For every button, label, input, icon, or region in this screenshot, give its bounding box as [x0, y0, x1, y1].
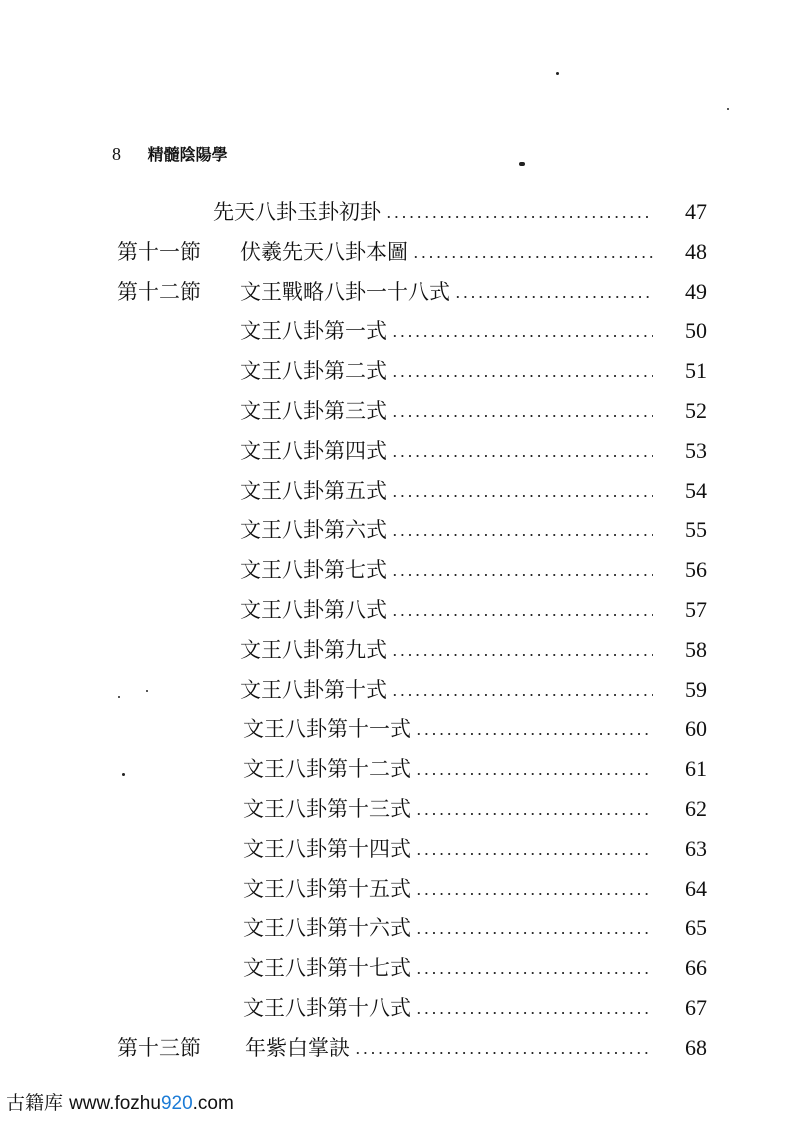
- toc-row: [0, 675, 793, 705]
- toc-page-number: 52: [685, 398, 707, 423]
- toc-row: [0, 515, 793, 545]
- toc-entry: [240, 237, 659, 267]
- toc-entry: [240, 356, 659, 386]
- toc-entry: [240, 555, 659, 585]
- toc-entry: [243, 794, 659, 824]
- toc-entry: [240, 316, 659, 346]
- scan-speck: [556, 72, 559, 75]
- dot-leader: [391, 694, 653, 696]
- toc-row: [0, 714, 793, 744]
- toc-page-number: 61: [685, 756, 707, 782]
- toc-entry-title: 文王八卦第十二式: [243, 757, 411, 782]
- toc-page-number: 48: [685, 238, 707, 264]
- toc-entry-title: 文王八卦第九式: [240, 637, 387, 662]
- toc-page-number: 50: [685, 318, 707, 344]
- toc-page-number: 53: [685, 437, 707, 463]
- toc-entry-title: 年紫白掌訣: [245, 1035, 350, 1060]
- toc-row: [0, 197, 793, 227]
- toc-row: [0, 635, 793, 665]
- toc-page-number: 55: [685, 517, 707, 543]
- footer-label: 古籍库: [6, 1092, 64, 1114]
- toc-row: [0, 356, 793, 386]
- footer-watermark: [6, 1088, 234, 1115]
- dot-leader: [391, 455, 653, 457]
- dot-leader: [385, 216, 653, 218]
- scan-speck: [118, 696, 120, 698]
- scan-speck: [122, 773, 125, 776]
- toc-row: [0, 476, 793, 506]
- toc-page-number: 68: [685, 1034, 707, 1060]
- toc-entry-title: 伏羲先天八卦本圖: [240, 239, 408, 264]
- dot-leader: [415, 972, 653, 974]
- toc-row: [0, 595, 793, 625]
- toc-entry: [213, 197, 659, 227]
- header-book-title: 精髓陰陽學: [147, 145, 228, 164]
- toc-entry: [240, 515, 659, 545]
- toc-entry: [240, 635, 659, 665]
- toc-page-number: 56: [685, 557, 707, 583]
- toc-entry-title: 文王八卦第十六式: [243, 916, 411, 941]
- toc-entry: [240, 595, 659, 625]
- toc-entry-title: 文王八卦第七式: [240, 558, 387, 583]
- toc-row: [0, 316, 793, 346]
- toc-entry-title: 文王八卦第八式: [240, 598, 387, 622]
- toc-row: [0, 913, 793, 943]
- toc-entry: [243, 754, 659, 784]
- dot-leader: [412, 256, 653, 258]
- dot-leader: [391, 375, 653, 377]
- toc-entry-title: 文王八卦第十八式: [243, 996, 411, 1020]
- toc-page-number: 66: [685, 955, 707, 981]
- dot-leader: [415, 773, 653, 775]
- toc-page-number: 62: [685, 796, 707, 821]
- scan-speck: [146, 690, 148, 692]
- dot-leader: [454, 296, 653, 298]
- dot-leader: [415, 853, 653, 855]
- scan-speck: [519, 162, 525, 166]
- toc-row: [0, 794, 793, 824]
- toc-page-number: 54: [685, 477, 707, 503]
- toc-page-number: 51: [685, 358, 707, 384]
- dot-leader: [391, 335, 653, 337]
- toc-entry-title: 文王八卦第十三式: [243, 797, 411, 821]
- toc-entry: [243, 834, 659, 864]
- dot-leader: [415, 1012, 653, 1014]
- toc-page-number: 58: [685, 636, 707, 662]
- toc-entry-title: 文王八卦第三式: [240, 399, 387, 423]
- toc-entry-title: 文王八卦第二式: [240, 359, 387, 384]
- scan-speck: [727, 108, 729, 110]
- toc-entry: [243, 993, 659, 1023]
- toc-entry-title: 文王戰略八卦一十八式: [240, 279, 450, 304]
- toc-row: [0, 277, 793, 307]
- toc-entry: [243, 714, 659, 744]
- toc-section-number: 第十三節: [117, 1035, 201, 1060]
- toc-entry-title: 文王八卦第六式: [240, 518, 387, 543]
- dot-leader: [415, 733, 653, 735]
- toc-page-number: 64: [685, 875, 707, 901]
- toc-page-number: 67: [685, 995, 707, 1020]
- dot-leader: [391, 534, 653, 536]
- toc-page-number: 57: [685, 597, 707, 622]
- toc-entry-title: 文王八卦第十一式: [243, 717, 411, 742]
- toc-row: [0, 555, 793, 585]
- toc-entry: [240, 675, 659, 705]
- toc-entry-title: 文王八卦第十七式: [243, 956, 411, 981]
- toc-page-number: 65: [685, 915, 707, 941]
- dot-leader: [415, 813, 653, 815]
- toc-entry-title: 文王八卦第一式: [240, 319, 387, 344]
- dot-leader: [415, 932, 653, 934]
- toc-page-number: 49: [685, 278, 707, 304]
- toc-row: [0, 993, 793, 1023]
- toc-row: [0, 834, 793, 864]
- toc-page-number: 47: [685, 199, 707, 224]
- dot-leader: [415, 893, 653, 895]
- toc-section-number: 第十二節: [117, 279, 201, 304]
- dot-leader: [391, 495, 653, 497]
- toc-entry-title: 先天八卦玉卦初卦: [213, 200, 381, 224]
- toc-entry-title: 文王八卦第十五式: [243, 876, 411, 901]
- toc-row: [0, 396, 793, 426]
- dot-leader: [391, 654, 653, 656]
- footer-site: www.fozhu920.com: [69, 1093, 234, 1114]
- toc-row: [0, 436, 793, 466]
- toc-page-number: 63: [685, 835, 707, 861]
- toc-row: [0, 237, 793, 267]
- toc-entry: [245, 1033, 659, 1063]
- toc-entry: [240, 436, 659, 466]
- toc-row: [0, 874, 793, 904]
- toc-section-number: 第十一節: [117, 239, 201, 264]
- dot-leader: [391, 574, 653, 576]
- toc-row: [0, 1033, 793, 1063]
- toc-entry-title: 文王八卦第五式: [240, 478, 387, 503]
- toc-entry: [243, 953, 659, 983]
- toc-entry: [240, 277, 659, 307]
- toc-row: [0, 953, 793, 983]
- dot-leader: [354, 1052, 653, 1054]
- toc-entry-title: 文王八卦第四式: [240, 438, 387, 463]
- dot-leader: [391, 415, 653, 417]
- toc-page-number: 59: [685, 676, 707, 702]
- toc-entry-title: 文王八卦第十四式: [243, 836, 411, 861]
- header-page-number: 8: [112, 144, 121, 164]
- toc-entry: [243, 913, 659, 943]
- toc-entry-title: 文王八卦第十式: [240, 677, 387, 702]
- toc-row: [0, 754, 793, 784]
- toc-entry: [240, 396, 659, 426]
- toc-entry: [243, 874, 659, 904]
- dot-leader: [391, 614, 653, 616]
- toc-entry: [240, 476, 659, 506]
- toc-page-number: 60: [685, 716, 707, 742]
